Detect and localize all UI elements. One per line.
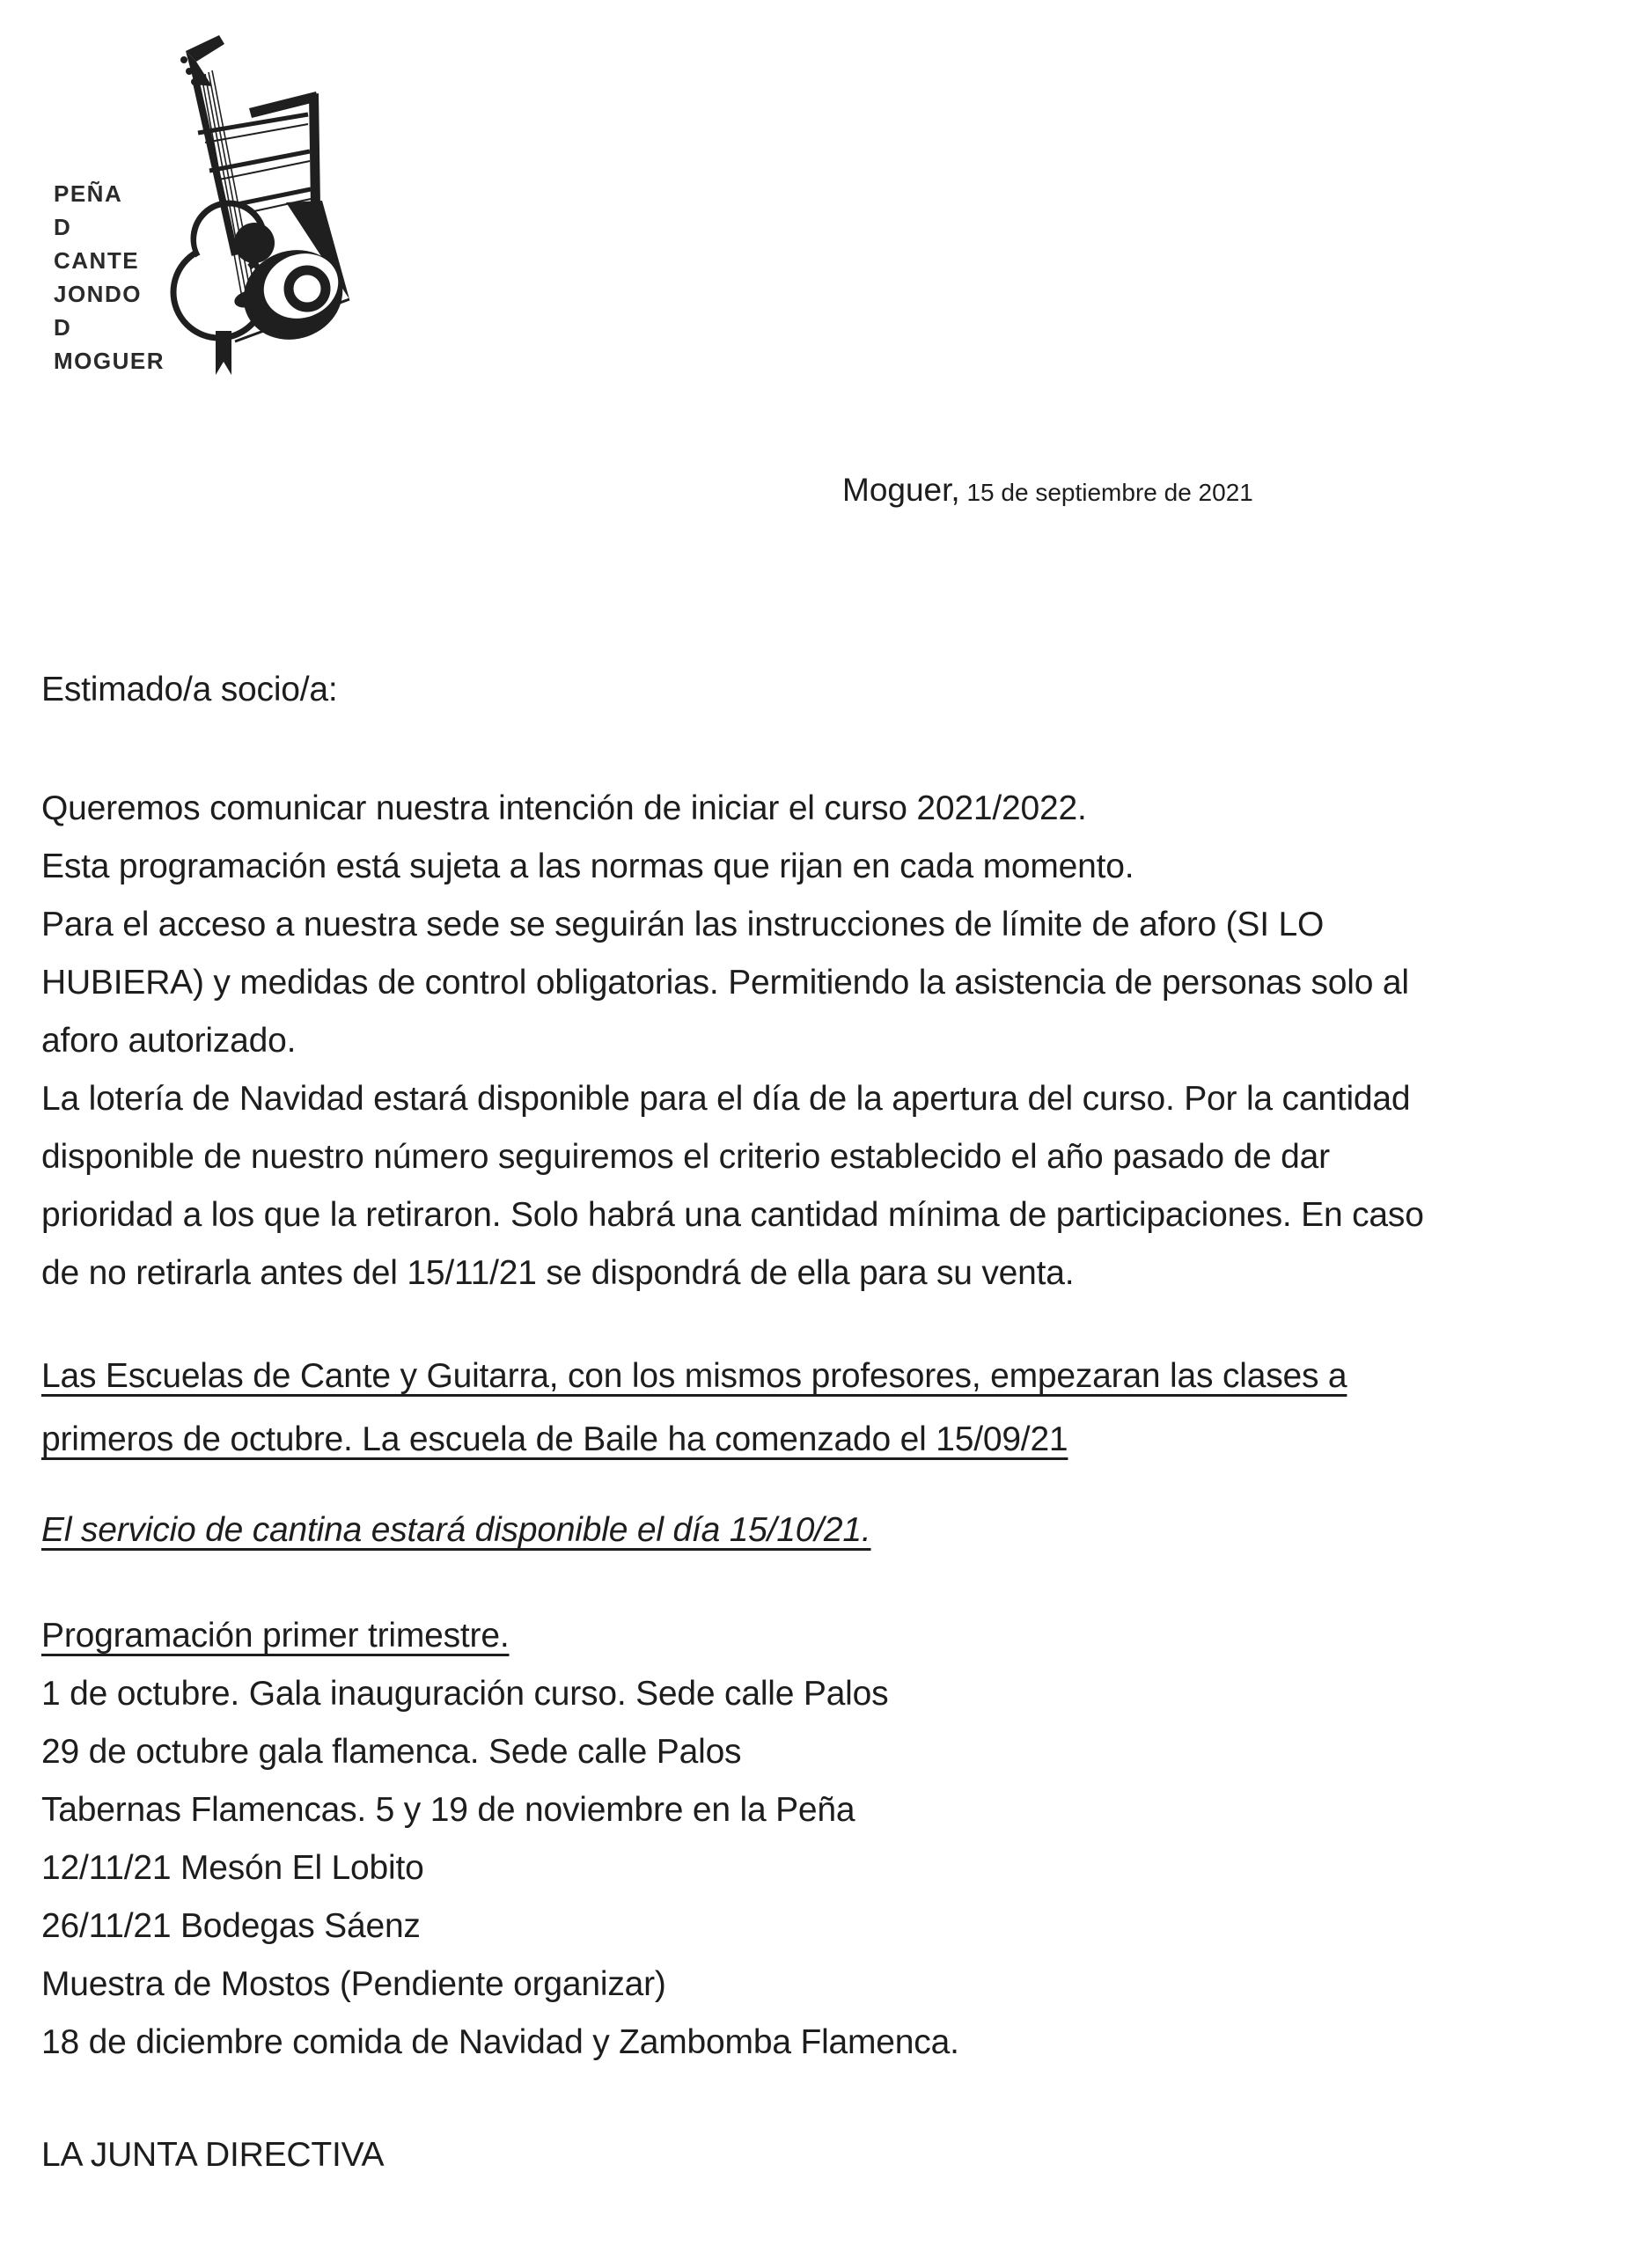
text-line: Las Escuelas de Cante y Guitarra, con los mismos profesores, empezaran las clases a <box>41 1357 1347 1395</box>
logo-name-line: D <box>54 314 72 341</box>
schools-notice <box>41 1345 1617 1471</box>
text-line: Queremos comunicar nuestra intención de iniciar el curso 2021/2022. <box>41 789 1087 827</box>
program-item: 18 de diciembre comida de Navidad y Zambomba Flamenca. <box>41 2023 959 2061</box>
signature: LA JUNTA DIRECTIVA <box>41 2136 385 2174</box>
program-item: Tabernas Flamencas. 5 y 19 de noviembre en la Peña <box>41 1791 855 1829</box>
text-line: disponible de nuestro número seguiremos el criterio establecido el año pasado de dar <box>41 1138 1330 1176</box>
date-rest: 15 de septiembre de 2021 <box>959 479 1253 506</box>
program-item: 12/11/21 Mesón El Lobito <box>41 1849 424 1887</box>
logo-name-line: JONDO <box>54 281 142 307</box>
text-line: La lotería de Navidad estará disponible para el día de la apertura del curso. Por la cantidad <box>41 1080 1411 1118</box>
program-item: 29 de octubre gala flamenca. Sede calle Palos <box>41 1733 742 1771</box>
club-logo <box>50 32 358 385</box>
text-line: Para el acceso a nuestra sede se seguirán las instrucciones de límite de aforo (SI LO <box>41 906 1325 943</box>
date-city: Moguer, <box>842 472 960 508</box>
greeting: Estimado/a socio/a: <box>41 671 338 708</box>
program-item: Muestra de Mostos (Pendiente organizar) <box>41 1965 666 2003</box>
logo-name-line: PEÑA <box>54 180 123 207</box>
text-line: prioridad a los que la retiraron. Solo habrá una cantidad mínima de participaciones. En caso <box>41 1196 1424 1234</box>
text-line: de no retirarla antes del 15/11/21 se dispondrá de ella para su venta. <box>41 1254 1075 1292</box>
program-section <box>41 1607 1617 2072</box>
program-list <box>41 1665 1617 2072</box>
text-line: primeros de octubre. La escuela de Baile ha comenzado el 15/09/21 <box>41 1420 1068 1458</box>
program-heading: Programación primer trimestre. <box>41 1617 510 1655</box>
letter-body <box>41 661 1617 2184</box>
text-line: HUBIERA) y medidas de control obligatorias. Permitiendo la asistencia de personas solo al <box>41 964 1409 1002</box>
logo-name-line: D <box>54 214 72 240</box>
cantina-notice <box>41 1501 1617 1559</box>
logo-name-line: MOGUER <box>54 348 165 374</box>
program-item: 1 de octubre. Gala inauguración curso. Sede calle Palos <box>41 1675 889 1713</box>
logo-graphic <box>143 33 355 378</box>
text-line: El servicio de cantina estará disponible el día 15/10/21. <box>41 1511 871 1549</box>
text-line: Esta programación está sujeta a las normas que rijan en cada momento. <box>41 848 1134 885</box>
program-item: 26/11/21 Bodegas Sáenz <box>41 1907 421 1945</box>
intro-paragraphs <box>41 780 1617 1303</box>
text-line: aforo autorizado. <box>41 1022 297 1060</box>
date-line <box>842 461 1253 522</box>
logo-name-line: CANTE <box>54 247 140 274</box>
